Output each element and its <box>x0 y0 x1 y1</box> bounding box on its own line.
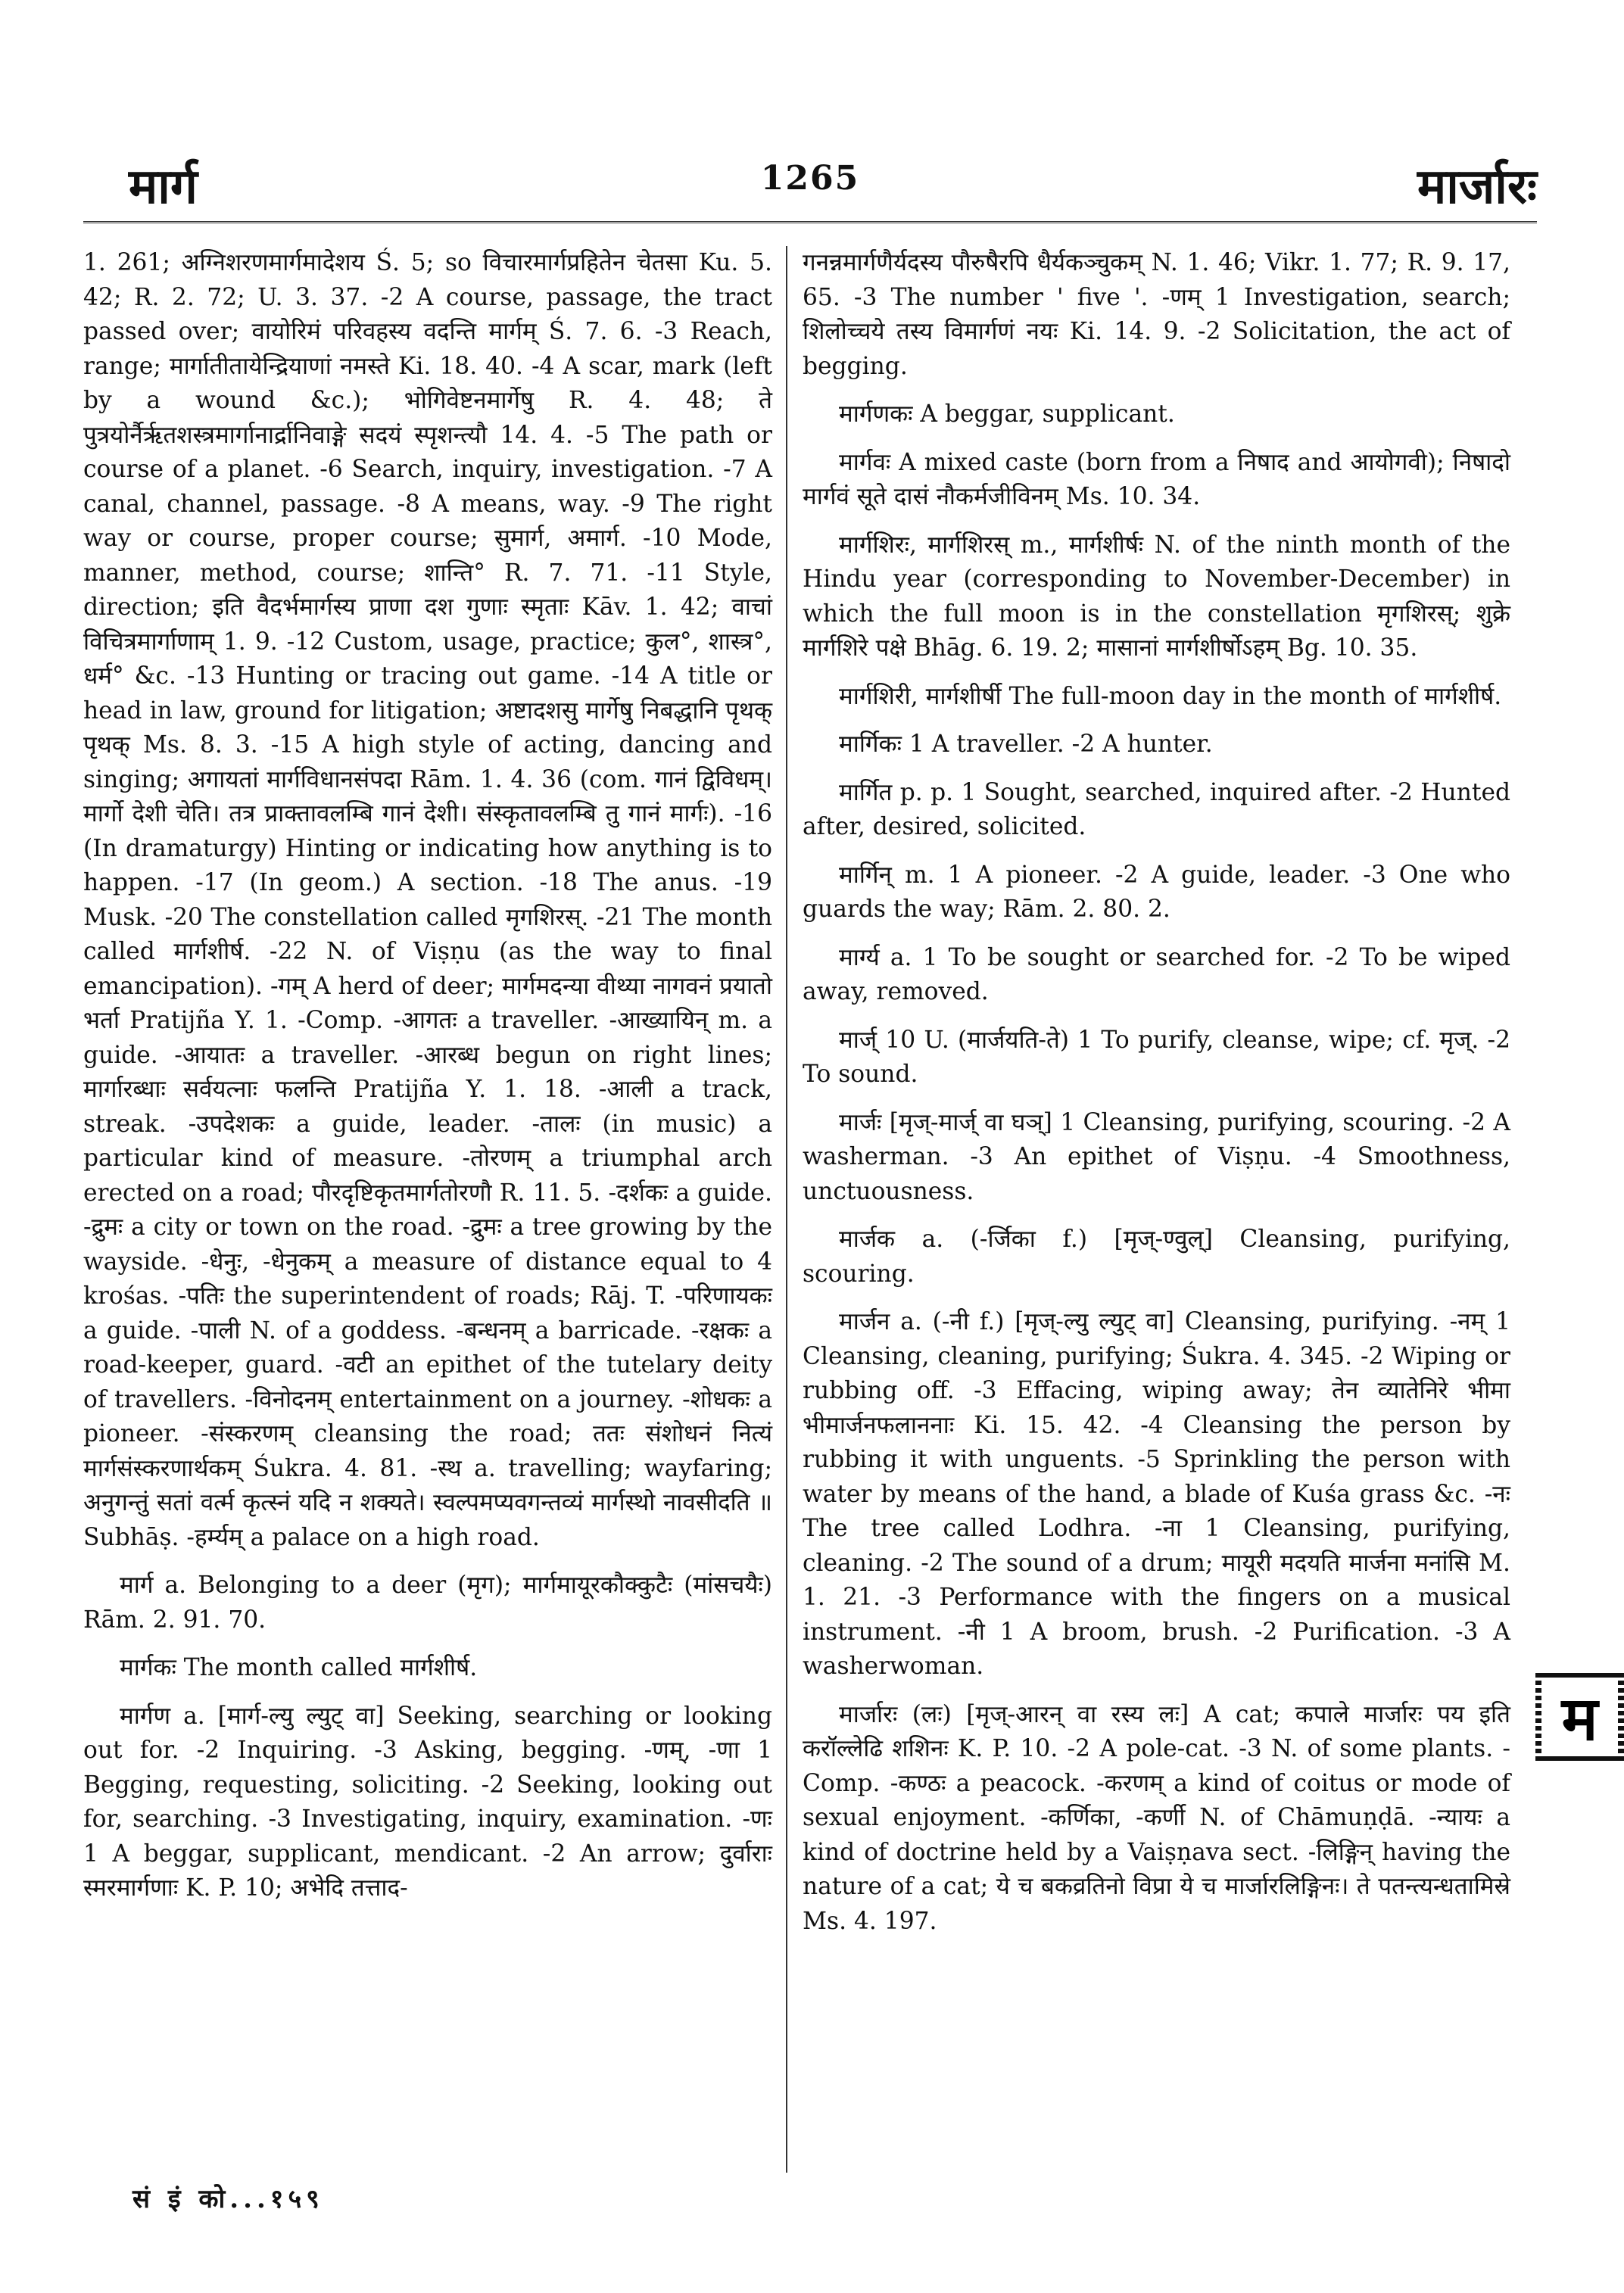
entry-marganaka: मार्गणकः A beggar, supplicant. <box>839 400 1175 428</box>
entry-margya: मार्ग्य a. 1 To be sought or searched for. -2 To be wiped away, removed. <box>803 943 1510 1005</box>
entry-marga-continued: 1. 261; अग्निशरणमार्गमादेशय Ś. 5; so विचारमार्गप्रहितेन चेतसा Ku. 5. 42; R. 2. 72; U. 3. 37. -2 A course, passage, the tract passed over; वायोरिमं परिवहस्य वदन्ति मार्गम् Ś. 7. 6. -3 Reach, range; मार्गातीतायेन्द्रियाणां नमस्ते Ki. 18. 40. -4 A scar, mark (left by a wound &c.); भोगिवेष्टनमार्गेषु R. 4. 48; ते पुत्रयोर्नैर्ऋतशस्त्रमार्गानार्द्रानिवाङ्गे सदयं स्पृशन्त्यौ 14. 4. -5 The path or course of a planet. -6 Search, inquiry, investigation. -7 A canal, channel, passage. -8 A means, way. -9 The right way or course, proper course; सुमार्ग, अमार्ग. -10 Mode, manner, method, course; शान्ति° R. 7. 71. -11 Style, direction; इति वैदर्भमार्गस्य प्राणा दश गुणाः स्मृताः Kāv. 1. 42; वाचां विचित्रमार्गाणाम् 1. 9. -12 Custom, usage, practice; कुल°, शास्त्र°, धर्म° &c. -13 Hunting or tracing out game. -14 A title or head in law, ground for litigation; अष्टादशसु मार्गेषु निबद्धानि पृथक् पृथक् Ms. 8. 3. -15 A high style of acting, dancing and singing; अगायतां मार्गविधानसंपदा Rām. 1. 4. 36 (com. गानं द्विविधम्। मार्गो देशी चेति। तत्र प्राक्तावलम्बि गानं देशी। संस्कृतावलम्बि तु गानं मार्गः). -16 (In dramaturgy) Hinting or indicating how anything is to happen. -17 (In geom.) A section. -18 The anus. -19 Musk. -20 The constellation called मृगशिरस्. -21 The month called मार्गशीर्ष. -22 N. of Viṣṇu (as the way to final emancipation). -गम् A herd of deer; मार्गमदन्या वीथ्या नागवनं प्रयातो भर्ता Pratijña Y. 1. -Comp. -आगतः a traveller. -आख्यायिन् m. a guide. -आयातः a traveller. -आरब्ध begun on right lines; मार्गारब्धाः सर्वयत्नाः फलन्ति Pratijña Y. 1. 18. -आली a track, streak. -उपदेशकः a guide, leader. -तालः (in music) a particular kind of measure. -तोरणम् a triumphal arch erected on a road; पौरदृष्टिकृतमार्गतोरणौ R. 11. 5. -दर्शकः a guide. -द्रुमः a city or town on the road. -द्रुमः a tree growing by the wayside. -धेनुः, -धेनुकम् a measure of distance equal to 4 krośas. -पतिः the superintendent of roads; Rāj. T. -परिणायकः a guide. -पाली N. of a goddess. -बन्धनम् a barricade. -रक्षकः a road-keeper, guard. -वटी an epithet of the tutelary deity of travellers. -विनोदनम् entertainment on a journey. -शोधकः a pioneer. -संस्करणम् cleansing the road; ततः संशोधनं नित्यं मार्गसंस्करणार्थकम् Śukra. 4. 81. -स्थ a. travelling; wayfaring; अनुगन्तुं सतां वर्त्म कृत्स्नं यदि न शक्यते। स्वल्पमप्यवगन्तव्यं मार्गस्थो नावसीदति ॥ Subhāṣ. -हर्म्यम् a palace on a high road. <box>83 249 772 1551</box>
entry-margashiri: मार्गशिरी, मार्गशीर्षी The full-moon day in the month of मार्गशीर्ष. <box>839 682 1502 710</box>
entry-marjara: मार्जारः (लः) [मृज्-आरन् वा रस्य लः] A cat; कपाले मार्जारः पय इति करॉल्लेढि शशिनः K. P. 10. -2 A pole-cat. -3 N. of some plants. -Comp. -कण्ठः a peacock. -करणम् a kind of coitus or mode of sexual enjoyment. -कर्णिका, -कर्णी N. of Chāmuṇḍā. -न्यायः a kind of doctrine held by a Vaiṣṇava sect. -लिङ्गिन् having the nature of a cat; ये च बकव्रतिनो विप्रा ये च मार्जारलिङ्गिनः। ते पतन्त्यन्धतामिस्रे Ms. 4. 197. <box>803 1700 1510 1935</box>
page-header <box>83 136 1537 220</box>
entry-margika: मार्गिकः 1 A traveller. -2 A hunter. <box>839 731 1213 758</box>
entry-marja: मार्जः [मृज्-मार्ज् वा घञ्] 1 Cleansing, purifying, scouring. -2 A washerman. -3 An epithet of Viṣṇu. -4 Smoothness, unctuousness. <box>803 1108 1510 1205</box>
page-number: 1265 <box>760 159 860 198</box>
entry-margava: मार्गवः A mixed caste (born from a निषाद and आयोगवी); निषादो मार्गवं सूते दासं नौकर्मजीविनम् Ms. 10. 34. <box>803 448 1510 510</box>
left-column <box>83 246 772 1920</box>
entry-marjaka: मार्जक a. (-र्जिका f.) [मृज्-ण्वुल्] Cleansing, purifying, scouring. <box>803 1226 1510 1288</box>
entry-marj-verb: मार्ज् 10 U. (मार्जयति-ते) 1 To purify, cleanse, wipe; cf. मृज्. -2 To sound. <box>803 1026 1510 1088</box>
column-divider <box>786 246 787 2173</box>
entry-marga-adj: मार्ग a. Belonging to a deer (मृग); मार्गमायूरकौक्कुटैः (मांसचयैः) Rām. 2. 91. 70. <box>83 1572 772 1634</box>
entry-margana-continued: गनन्नमार्गणैर्यदस्य पौरुषैरपि धैर्यकञ्चुकम् N. 1. 46; Vikr. 1. 77; R. 9. 17, 65. -3 The number ' five '. -णम् 1 Investigation, search; शिलोच्चये तस्य विमार्गणं नयः Ki. 14. 9. -2 Solicitation, the act of begging. <box>803 249 1510 380</box>
entry-marjana: मार्जन a. (-नी f.) [मृज्-ल्यु ल्युट् वा] Cleansing, purifying. -नम् 1 Cleansing, cleaning, purifying; Śukra. 4. 345. -2 Wiping or rubbing off. -3 Effacing, wiping away; तेन व्यातेनिरे भीमा भीमार्जनफलाननाः Ki. 15. 42. -4 Cleansing the person by rubbing it with unguents. -5 Sprinkling the person with water by means of the hand, a blade of Kuśa grass &c. -नः The tree called Lodhra. -ना 1 Cleansing, purifying, cleaning. -2 The sound of a drum; मायूरी मदयति मार्जना मनांसि M. 1. 21. -3 Performance with the fingers on a musical instrument. -नी 1 A broom, brush. -2 Purification. -3 A washerwoman. <box>803 1308 1510 1680</box>
header-left-word: मार्ग <box>129 158 198 215</box>
entry-margita: मार्गित p. p. 1 Sought, searched, inquired after. -2 Hunted after, desired, solicited. <box>803 778 1510 840</box>
header-rule <box>83 221 1537 223</box>
entry-margashira: मार्गशिरः, मार्गशिरस् m., मार्गशीर्षः N. of the ninth month of the Hindu year (corresponding to November-December) in which the full moon is in the constellation मृगशिरस्; शुक्रे मार्गशिरे पक्षे Bhāg. 6. 19. 2; मासानां मार्गशीर्षोऽहम् Bg. 10. 35. <box>803 531 1510 662</box>
thumb-index-letter: म <box>1541 1678 1618 1755</box>
entry-margaka: मार्गकः The month called मार्गशीर्ष. <box>120 1654 478 1681</box>
header-right-word: मार्जारः <box>1417 158 1537 215</box>
footer-signature: सं इं को...१५९ <box>132 2184 324 2214</box>
thumb-index-tab <box>1535 1671 1624 1761</box>
right-column <box>803 246 1510 1952</box>
entry-margin: मार्गिन् m. 1 A pioneer. -2 A guide, leader. -3 One who guards the way; Rām. 2. 80. 2. <box>803 861 1510 923</box>
entry-margana: मार्गण a. [मार्ग-ल्यु ल्युट् वा] Seeking, searching or looking out for. -2 Inquiring. -3 Asking, begging. -णम्, -णा 1 Begging, requesting, soliciting. -2 Seeking, looking out for, searching. -3 Investigating, inquiry, examination. -णः 1 A beggar, supplicant, mendicant. -2 An arrow; दुर्वाराः स्मरमार्गणाः K. P. 10; अभेदि तत्ताद- <box>83 1702 772 1902</box>
